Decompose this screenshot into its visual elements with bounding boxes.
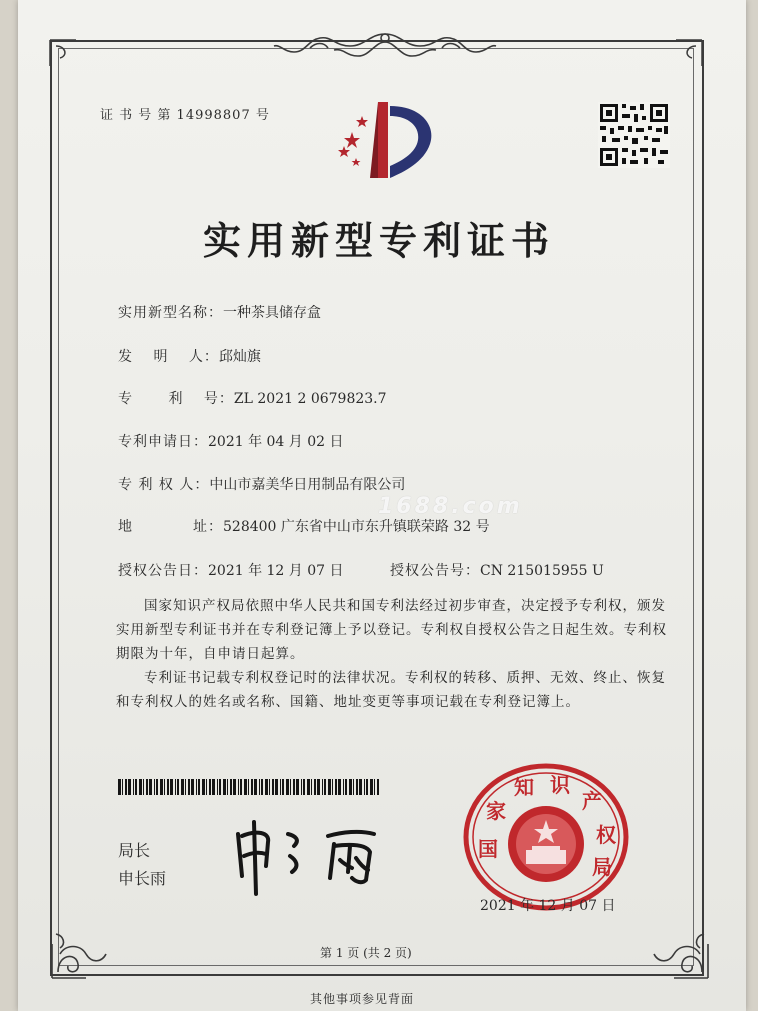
barcode-bar [175,779,176,795]
field-label: 发 明 人： [118,349,219,365]
svg-text:国: 国 [478,837,498,861]
barcode-bar [254,779,257,795]
barcode-bar [133,779,134,795]
barcode-bar [156,779,158,795]
barcode-bar [118,779,121,795]
field-label: 授权公告号： [390,563,480,579]
corner-ornament-icon [644,914,714,984]
barcode-bar [353,779,354,795]
svg-text:产: 产 [582,789,602,813]
footer-note: 其他事项参见背面 [310,992,415,1006]
barcode-bar [164,779,165,795]
barcode-bar [240,779,242,795]
barcode-bar [198,779,200,795]
certificate-body [116,594,676,714]
field-value: ZL 2021 2 0679823.7 [233,391,387,407]
watermark-text: 1688.com [378,494,523,519]
barcode-bar [296,779,299,795]
barcode-bar [366,779,368,795]
field-value: 一种茶具储存盒 [223,305,321,321]
barcode-bar [275,779,278,795]
barcode-bar [206,779,207,795]
barcode-bar [170,779,173,795]
top-ornament-icon [270,28,500,68]
field-row-name [118,302,321,322]
svg-text:家: 家 [486,799,506,823]
barcode-bar [122,779,123,795]
certificate-number-value: 14998807 [176,108,251,123]
body-paragraph: 专利证书记载专利权登记时的法律状况。专利权的转移、质押、无效、终止、恢复和专利权人的姓名或名称、国籍、地址变更等事项记载在专利登记簿上。 [116,670,666,710]
barcode-bar [219,779,221,795]
official-seal [460,762,632,912]
field-row-grant-date [118,560,344,580]
barcode-bar [248,779,249,795]
certificate-number-label: 证 书 号 第 [100,108,172,123]
field-row-patentee [118,474,405,494]
corner-ornament-icon [46,914,116,984]
barcode-bar [356,779,358,795]
field-label: 专 利 号： [118,391,234,407]
svg-text:识: 识 [550,773,570,797]
barcode-bar [149,779,152,795]
field-label: 实用新型名称： [118,305,223,321]
barcode-bar [191,779,194,795]
barcode-bar [135,779,137,795]
cnipa-logo-icon [330,92,440,182]
barcode-bar [202,779,205,795]
barcode-bar [261,779,263,795]
barcode-bar [314,779,316,795]
barcode-bar [125,779,127,795]
field-value: 2021 年 12 月 07 日 [208,563,344,579]
body-paragraph: 国家知识产权局依照中华人民共和国专利法经过初步审查，决定授予专利权，颁发实用新型专利证书并在专利登记簿上予以登记。专利权自授权公告之日起生效。专利权期限为十年，自申请日起算。 [116,598,667,662]
barcode-bar [359,779,362,795]
barcode-bar [272,779,274,795]
field-row-announcement-number [390,560,604,580]
barcode-bar [233,779,236,795]
certificate-number [100,104,270,123]
field-value: 中山市嘉美华日用制品有限公司 [209,477,406,493]
signer-name: 申长雨 [118,869,167,888]
field-value: 2021 年 04 月 02 日 [208,434,344,450]
barcode-bar [209,779,211,795]
barcode-bar [311,779,312,795]
barcode-bar [167,779,169,795]
barcode-bar [227,779,228,795]
barcode-bar [154,779,155,795]
barcode-bar [317,779,320,795]
barcode-bar [301,779,302,795]
barcode-bar [303,779,305,795]
field-value: CN 215015955 U [480,563,604,579]
barcode-bar [196,779,197,795]
field-label: 授权公告日： [118,563,208,579]
barcode-bar [212,779,215,795]
corner-ornament-icon [646,36,706,96]
barcode-bar [328,779,331,795]
barcode-bar [332,779,333,795]
barcode-bar [146,779,148,795]
seal-date: 2021 年 12 月 07 日 [480,898,616,914]
director-signature [230,816,400,896]
barcode-bar [290,779,291,795]
barcode-bar [128,779,131,795]
barcode-bar [280,779,281,795]
field-row-patent-number [118,388,387,408]
barcode-bar [259,779,260,795]
barcode-bar [217,779,218,795]
barcode-bar [377,779,379,795]
barcode-bar [185,779,186,795]
svg-text:局: 局 [592,855,612,879]
barcode-bar [282,779,284,795]
barcode-bar [223,779,226,795]
barcode-bar [139,779,142,795]
barcode-bar [343,779,344,795]
barcode-bar [374,779,375,795]
barcode-bar [324,779,326,795]
svg-text:权: 权 [596,823,616,847]
qr-code-icon [598,102,670,168]
page-number: 第 1 页 (共 2 页) [320,946,412,960]
barcode-bar [265,779,268,795]
field-value: 528400 广东省中山市东升镇联荣路 32 号 [223,519,490,535]
certificate-title: 实用新型专利证书 [202,218,555,263]
barcode-bar [345,779,347,795]
barcode-bar [322,779,323,795]
svg-text:知: 知 [514,775,534,799]
barcode-bar [269,779,270,795]
barcode-bar [335,779,337,795]
barcode-bar [143,779,144,795]
field-label: 地 址： [118,519,223,535]
certificate-number-suffix: 号 [255,108,270,123]
barcode-bar [338,779,341,795]
barcode-bar [307,779,310,795]
signer-title: 局长 [118,841,151,860]
field-row-inventor [118,346,261,366]
barcode-bar [251,779,253,795]
barcode-bar [188,779,190,795]
barcode-bar [293,779,295,795]
barcode-bar [230,779,232,795]
barcode-bar [349,779,352,795]
barcode-bar [364,779,365,795]
barcode-icon [118,779,380,795]
barcode-bar [286,779,289,795]
barcode-bar [160,779,163,795]
field-label: 专 利 权 人： [118,477,210,493]
field-label: 专利申请日： [118,434,208,450]
field-value: 邱灿旗 [218,349,261,365]
barcode-bar [238,779,239,795]
barcode-bar [370,779,373,795]
barcode-bar [181,779,184,795]
barcode-bar [244,779,247,795]
barcode-bar [177,779,179,795]
corner-ornament-icon [46,36,106,96]
field-row-address [118,516,490,536]
field-row-application-date [118,431,344,451]
